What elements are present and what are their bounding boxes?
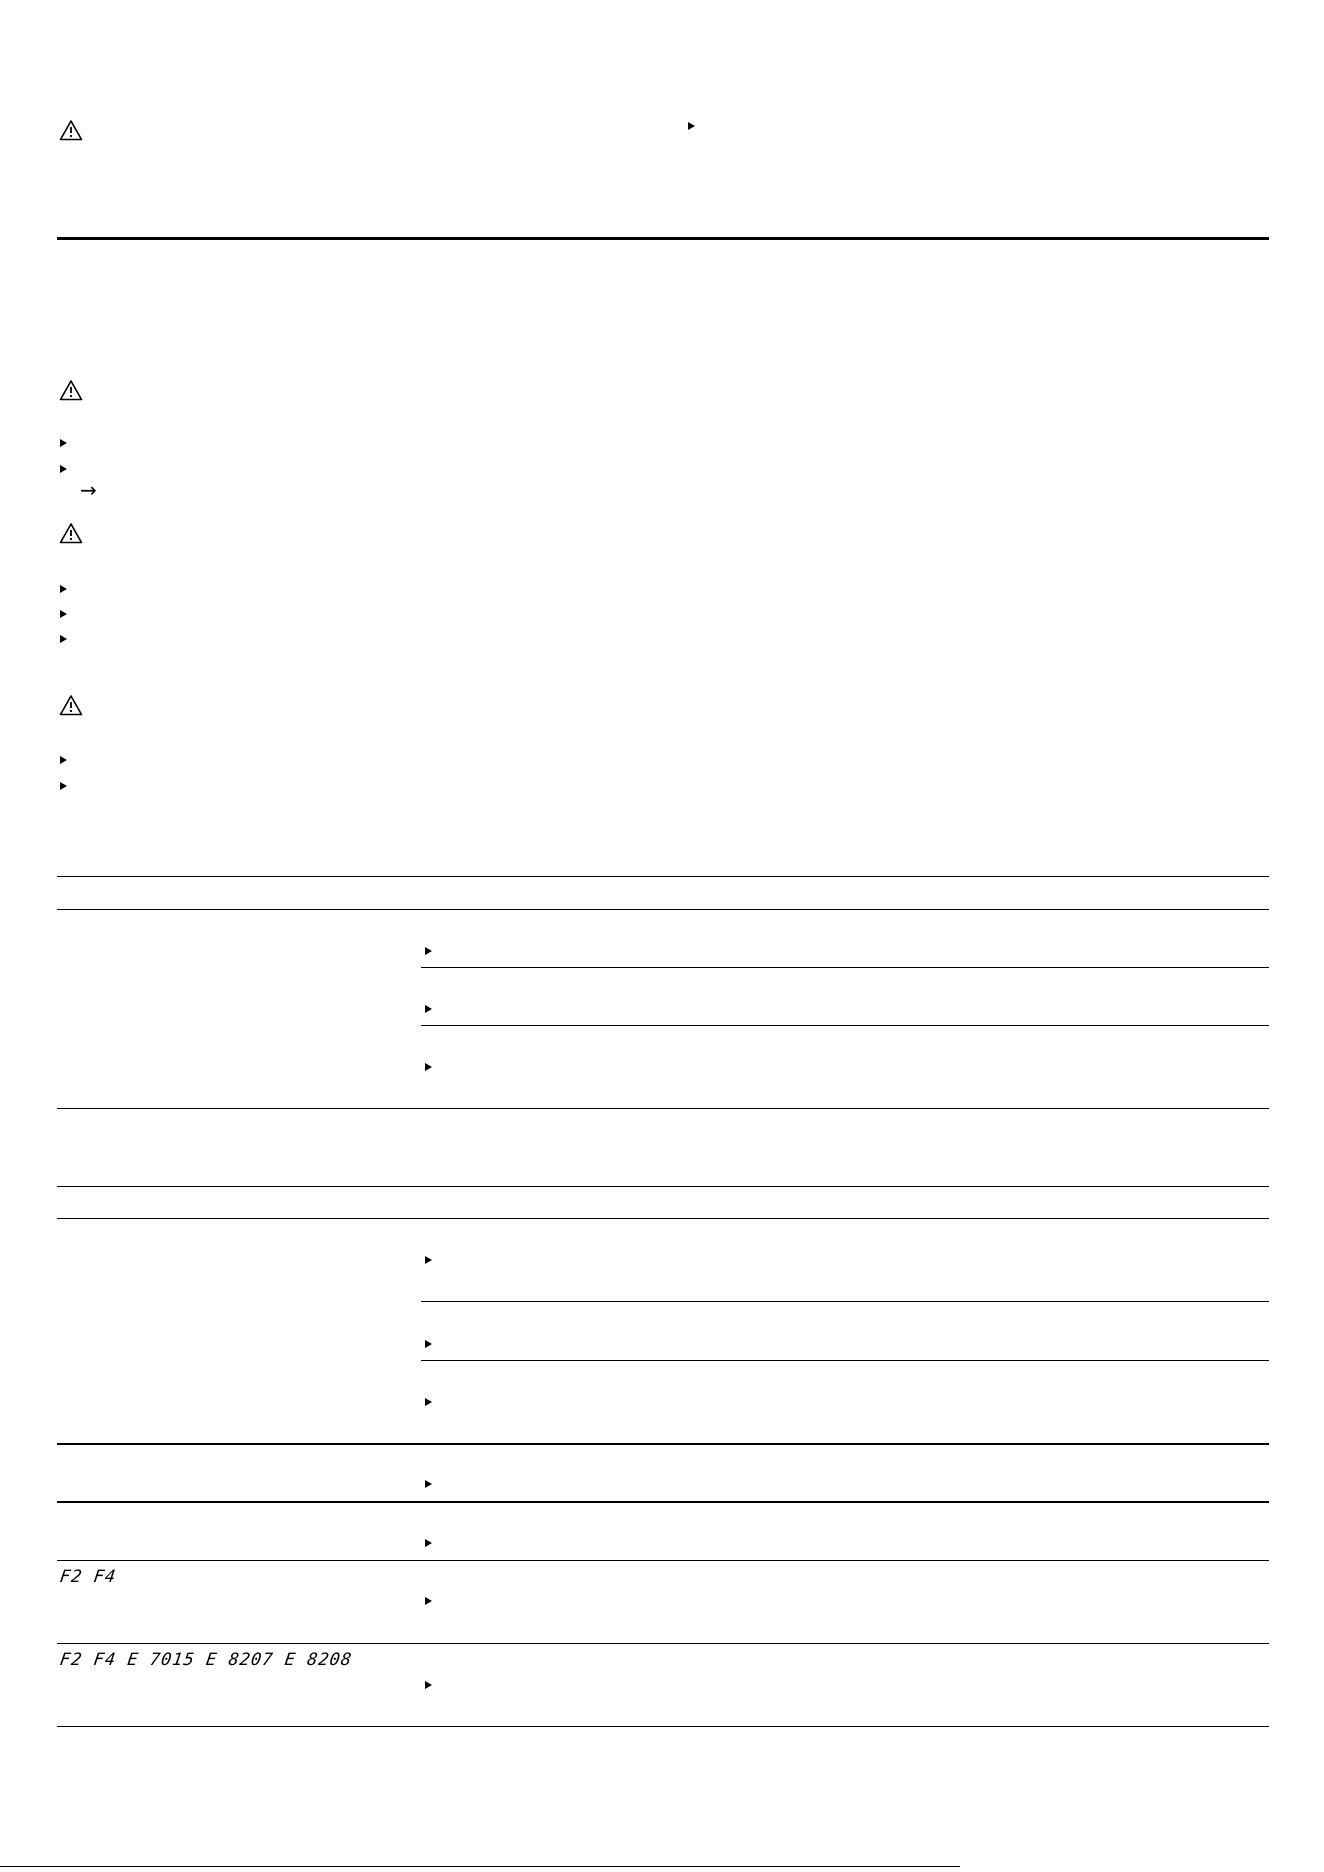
bullet-arrow-icon [425,1398,432,1406]
error-code-f2-f4: F2 F4 [58,1567,118,1587]
table-header-top-rule [57,876,1269,877]
warning-triangle-icon [59,694,83,716]
bullet-arrow-icon [425,1480,432,1488]
table-subrow-rule [421,1360,1269,1361]
section-divider [57,237,1269,240]
bullet-arrow-icon [425,947,432,955]
bullet-arrow-icon [60,756,67,764]
table-row-rule [57,1108,1269,1109]
table-subrow-rule [421,1025,1269,1026]
right-arrow-icon: → [80,478,97,502]
bullet-arrow-icon [425,1256,432,1264]
bullet-arrow-icon [425,1681,432,1689]
table-bottom-rule [57,1726,1269,1727]
table-header-top-rule [57,1186,1269,1187]
bullet-arrow-icon [425,1063,432,1071]
bullet-arrow-icon [60,782,67,790]
bullet-arrow-icon [60,465,67,473]
table-row-rule [57,1560,1269,1561]
warning-triangle-icon [59,119,83,141]
warning-triangle-icon [59,522,83,544]
table-row-rule [57,1443,1269,1445]
bullet-arrow-icon [425,1539,432,1547]
footer-rule [0,1866,960,1867]
warning-triangle-icon [59,379,83,401]
bullet-arrow-icon [425,1005,432,1013]
table-header-bottom-rule [57,909,1269,910]
table-header-bottom-rule [57,1218,1269,1219]
bullet-arrow-icon [688,122,695,130]
bullet-arrow-icon [425,1340,432,1348]
bullet-arrow-icon [60,635,67,643]
table-subrow-rule [421,1301,1269,1302]
bullet-arrow-icon [425,1597,432,1605]
table-row-rule [57,1643,1269,1644]
table-subrow-rule [421,967,1269,968]
bullet-arrow-icon [60,585,67,593]
table-row-rule [57,1501,1269,1503]
error-code-f2-f4-e: F2 F4 E 7015 E 8207 E 8208 [58,1650,354,1670]
bullet-arrow-icon [60,610,67,618]
bullet-arrow-icon [60,439,67,447]
